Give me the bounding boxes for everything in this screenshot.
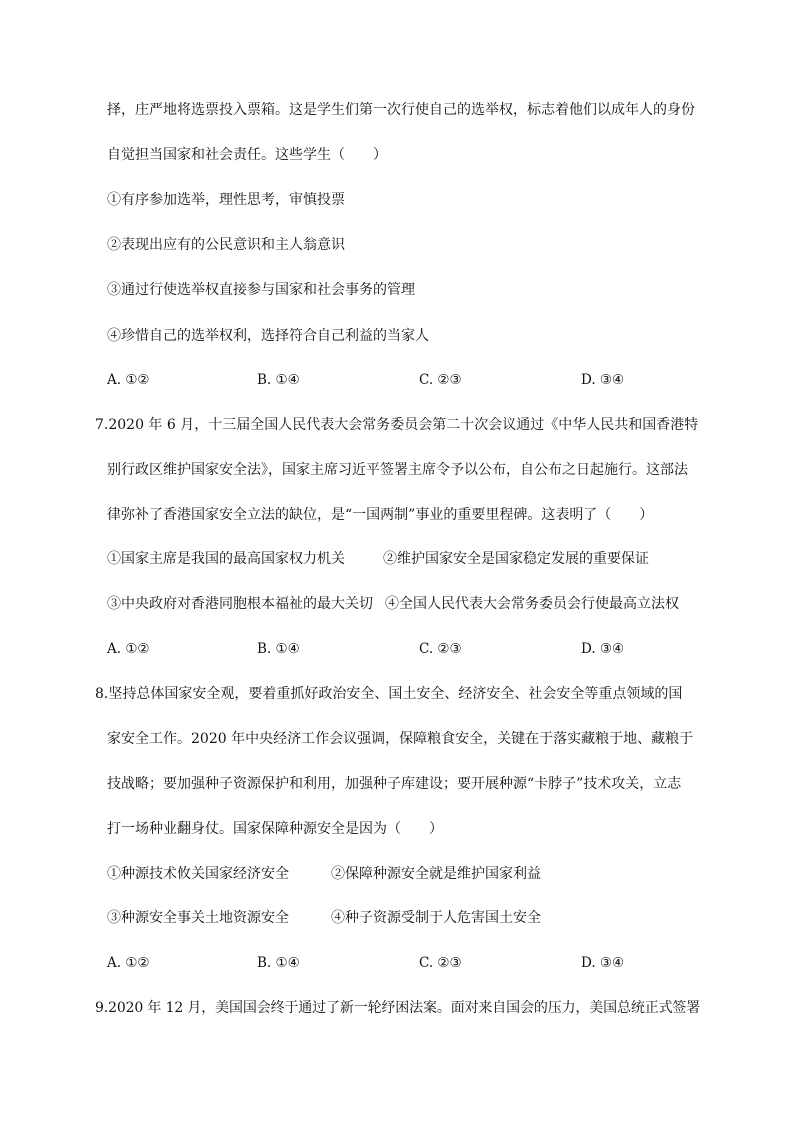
q6-stem-line-2: 自觉担当国家和社会责任。这些学生（ ）	[107, 147, 387, 163]
q8-stem-line-4: 打一场种业翻身仗。国家保障种源安全是因为（ ）	[107, 821, 443, 837]
q8-stem-line-1: 8.坚持总体国家安全观，要着重抓好政治安全、国土安全、经济安全、社会安全等重点领域的国	[95, 686, 683, 702]
q6-option-b: B. ①④	[257, 372, 300, 388]
q6-statement-2: ②表现出应有的公民意识和主人翁意识	[107, 237, 345, 253]
q7-statement-1: ①国家主席是我国的最高国家权力机关	[107, 551, 345, 567]
q7-stem-line-2: 别行政区维护国家安全法》，国家主席习近平签署主席令予以公布，自公布之日起施行。这部法	[107, 462, 688, 478]
q6-option-a: A. ①②	[107, 372, 150, 388]
q8-option-a: A. ①②	[107, 955, 150, 971]
q8-statement-4: ④种子资源受制于人危害国土安全	[331, 910, 541, 926]
q8-option-b: B. ①④	[257, 955, 300, 971]
q7-statement-4: ④全国人民代表大会常务委员会行使最高立法权	[385, 596, 679, 612]
q6-stem-line-1: 择，庄严地将选票投入票箱。这是学生们第一次行使自己的选举权，标志着他们以成年人的身份	[107, 102, 695, 118]
q7-statement-2: ②维护国家安全是国家稳定发展的重要保证	[383, 551, 649, 567]
q6-statement-1: ①有序参加选举，理性思考，审慎投票	[107, 192, 345, 208]
q7-option-d: D. ③④	[581, 641, 625, 657]
q8-stem-line-2: 家安全工作。2020 年中央经济工作会议强调，保障粮食安全，关键在于落实藏粮于地、藏粮于	[107, 731, 694, 747]
q6-option-c: C. ②③	[419, 372, 462, 388]
q7-option-b: B. ①④	[257, 641, 300, 657]
q6-statement-3: ③通过行使选举权直接参与国家和社会事务的管理	[107, 282, 415, 298]
q6-statement-4: ④珍惜自己的选举权利，选择符合自己利益的当家人	[107, 328, 429, 344]
q8-stem-line-3: 技战略；要加强种子资源保护和利用，加强种子库建设；要开展种源“卡脖子”技术攻关，立志	[107, 776, 682, 792]
q7-stem-line-3: 律弥补了香港国家安全立法的缺位，是“一国两制”事业的重要里程碑。这表明了（ ）	[107, 507, 654, 523]
q8-statement-3: ③种源安全事关土地资源安全	[107, 910, 289, 926]
q7-stem-line-1: 7.2020 年 6 月，十三届全国人民代表大会常务委员会第二十次会议通过《中华人民共和国香港特	[95, 417, 699, 433]
q8-statement-1: ①种源技术攸关国家经济安全	[107, 866, 289, 882]
q7-statement-3: ③中央政府对香港同胞根本福祉的最大关切	[107, 596, 373, 612]
q8-statement-2: ②保障种源安全就是维护国家利益	[331, 866, 541, 882]
q8-option-d: D. ③④	[581, 955, 625, 971]
q7-option-c: C. ②③	[419, 641, 462, 657]
q9-stem-line-1: 9.2020 年 12 月，美国国会终于通过了新一轮纾困法案。面对来自国会的压力，美国总统正式签署	[95, 1000, 701, 1016]
q6-option-d: D. ③④	[581, 372, 625, 388]
q8-option-c: C. ②③	[419, 955, 462, 971]
q7-option-a: A. ①②	[107, 641, 150, 657]
